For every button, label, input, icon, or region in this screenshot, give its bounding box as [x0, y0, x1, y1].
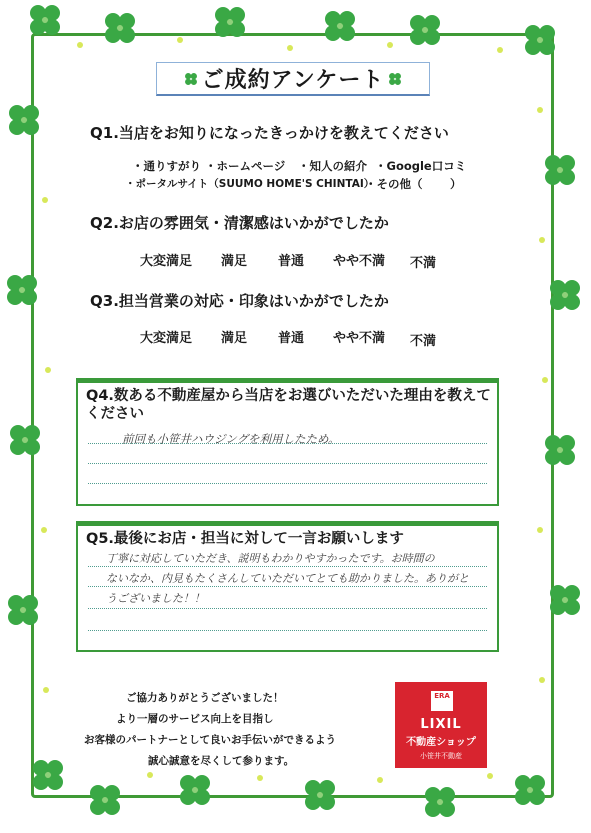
clover-icon	[33, 760, 63, 790]
clover-icon	[8, 595, 38, 625]
q5-handwritten-answer: ないなか、内見もたくさんしていただいてとても助かりました。ありがと	[106, 572, 469, 585]
clover-icon	[9, 105, 39, 135]
q1-option: ・ポータルサイト（SUUMO HOME'S CHINTAI）	[125, 178, 375, 190]
clover-icon	[325, 11, 355, 41]
closing-line: ご協力ありがとうございました！	[126, 692, 284, 704]
clover-icon	[10, 425, 40, 455]
q3-rating: 普通	[278, 331, 305, 346]
q4-handwritten-answer: 前回も小笹井ハウジングを利用したため。	[122, 432, 340, 446]
q1-option: ）	[450, 177, 462, 191]
clover-icon	[180, 775, 210, 805]
q5-handwritten-answer: うございました！！	[106, 592, 205, 605]
q1-option: ・知人の紹介	[298, 159, 367, 173]
q2-rating: 普通	[278, 254, 305, 269]
q1-option: ・Google口コミ	[375, 159, 467, 173]
clover-icon	[550, 280, 580, 310]
clover-icon	[184, 72, 198, 86]
q4-question	[86, 387, 491, 423]
clover-icon	[7, 275, 37, 305]
q4-question-line: ください	[86, 406, 144, 422]
answer-line	[88, 443, 487, 444]
clover-icon	[425, 787, 455, 817]
q3-rating: 満足	[221, 331, 248, 346]
q2-rating: やや不満	[333, 254, 386, 269]
lixil-logo	[395, 682, 487, 768]
q3-rating: やや不満	[333, 331, 386, 346]
q5-handwritten-answer: 丁寧に対応していただき、説明もわかりやすかったです。お時間の	[106, 552, 435, 565]
closing-line: より一層のサービス向上を目指し	[116, 713, 274, 725]
title-box	[156, 62, 430, 96]
q3-question: Q3.担当営業の対応・印象はいかがでしたか	[90, 292, 389, 310]
q4-answer-box	[76, 378, 499, 506]
q1-option: ・ホームページ	[205, 159, 286, 173]
shop-subtitle: 小笹井不動産	[420, 752, 462, 760]
answer-line	[88, 630, 487, 631]
q2-question: Q2.お店の雰囲気・清潔感はいかがでしたか	[90, 214, 389, 232]
q3-rating: 大変満足	[140, 331, 193, 346]
clover-icon	[525, 25, 555, 55]
q2-rating: 満足	[221, 254, 248, 269]
shop-name: 不動産ショップ	[406, 737, 476, 748]
clover-icon	[545, 435, 575, 465]
q1-option: ・通りすがり	[132, 159, 201, 173]
q5-answer-box	[76, 521, 499, 652]
answer-line	[88, 483, 487, 484]
clover-icon	[545, 155, 575, 185]
answer-line	[88, 566, 487, 567]
answer-line	[88, 608, 487, 609]
q4-question-line: Q4.数ある不動産屋から当店をお選びいただいた理由を教えて	[86, 388, 491, 404]
answer-line	[88, 586, 487, 587]
q2-rating: 大変満足	[140, 254, 193, 269]
q2-rating: 不満	[410, 256, 437, 271]
clover-icon	[515, 775, 545, 805]
clover-icon	[388, 72, 402, 86]
page-title: ご成約アンケート	[201, 68, 385, 93]
clover-icon	[90, 785, 120, 815]
q1-question: Q1.当店をお知りになったきっかけを教えてください	[90, 124, 449, 142]
clover-icon	[550, 585, 580, 615]
q1-option: ・その他（	[365, 177, 423, 191]
q3-rating: 不満	[410, 334, 437, 349]
clover-icon	[305, 780, 335, 810]
clover-icon	[105, 13, 135, 43]
clover-icon	[410, 15, 440, 45]
closing-line: お客様のパートナーとして良いお手伝いができるよう	[84, 734, 336, 746]
clover-icon	[30, 5, 60, 35]
closing-line: 誠心誠意を尽くして参ります。	[148, 755, 295, 767]
era-logo: ERA	[431, 691, 453, 711]
q5-question: Q5.最後にお店・担当に対して一言お願いします	[86, 531, 404, 547]
brand-name: LIXIL	[420, 717, 462, 732]
clover-icon	[215, 7, 245, 37]
answer-line	[88, 463, 487, 464]
